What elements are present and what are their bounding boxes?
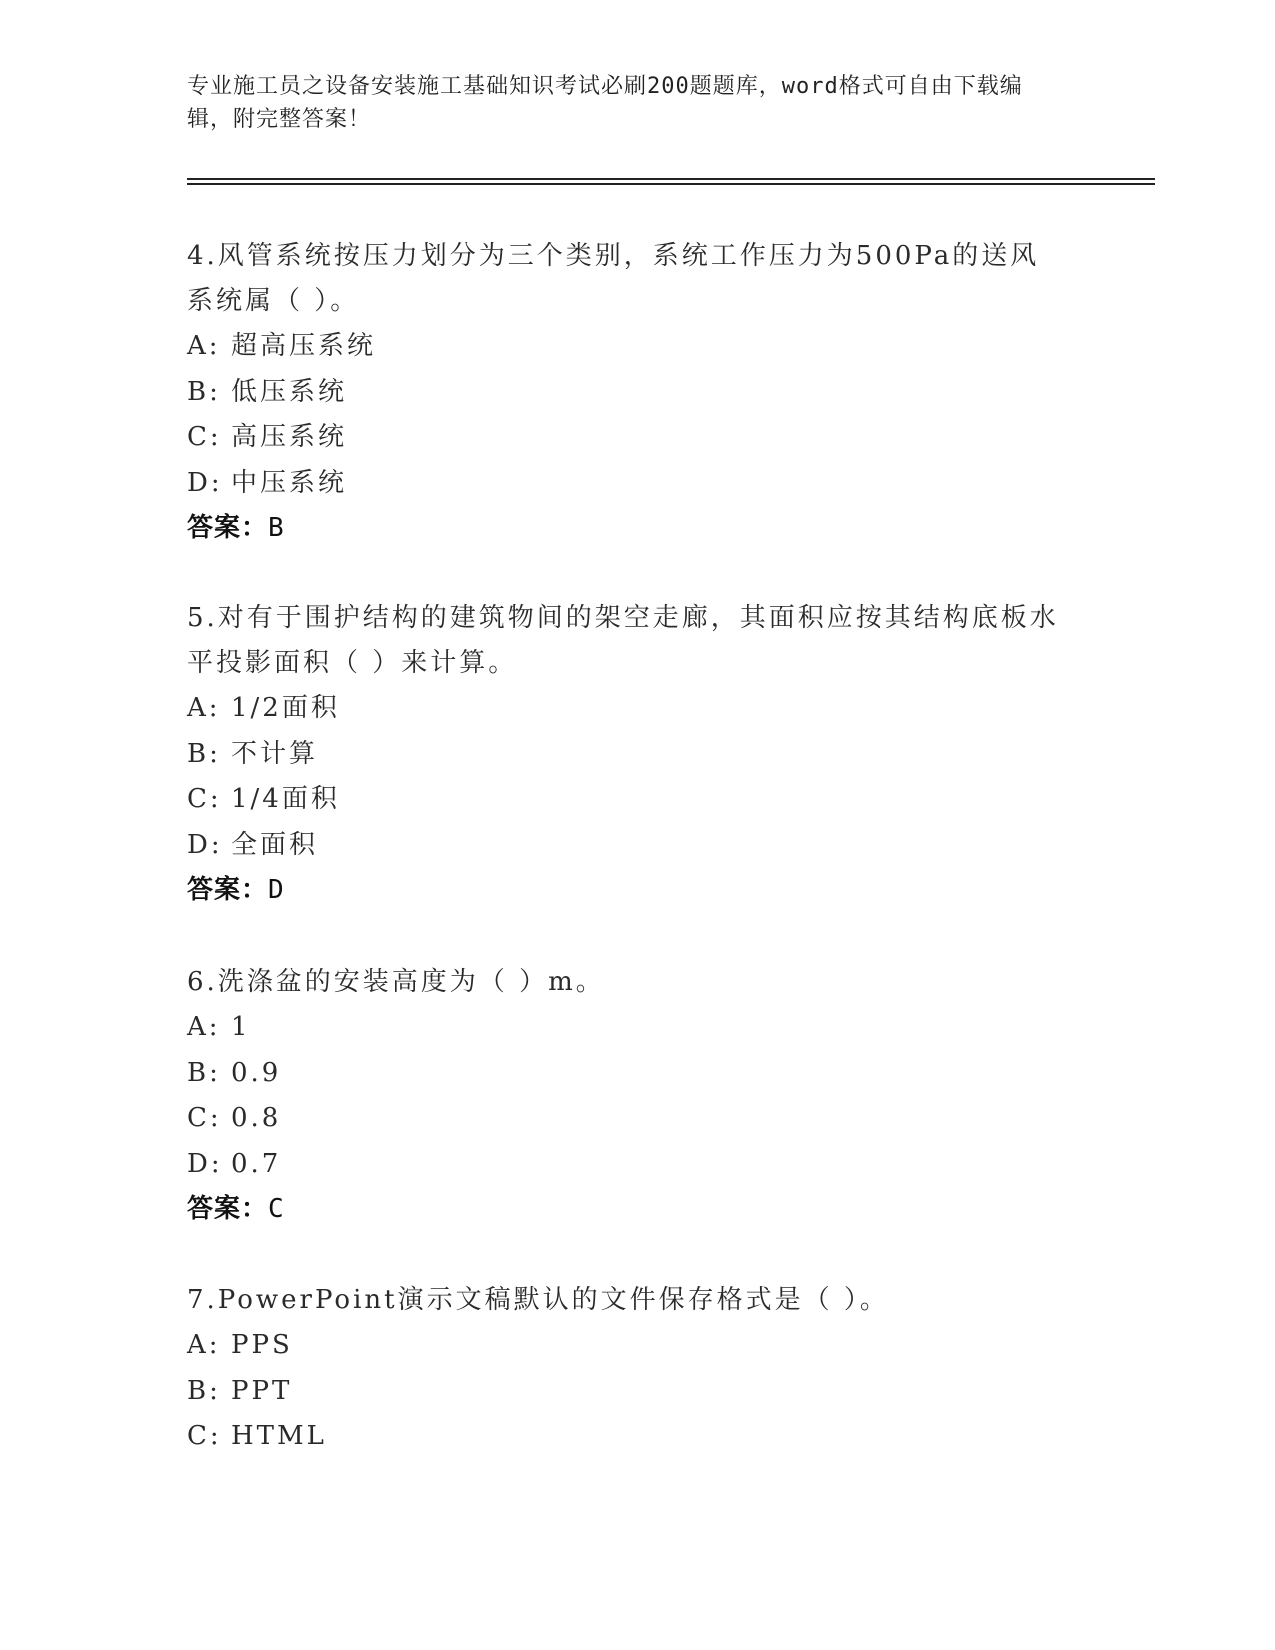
option-letter: B: (187, 1057, 221, 1088)
option-letter: C: (187, 422, 222, 452)
option-letter: A: (187, 693, 221, 723)
question-text: 5.对有于围护结构的建筑物间的架空走廊，其面积应按其结构底板水平投影面积（ ）来计算。 (187, 603, 1059, 678)
option-text: HTML (231, 1421, 327, 1451)
option-list (187, 686, 1067, 868)
option-letter: A: (187, 331, 221, 361)
option-letter: B: (187, 738, 221, 769)
option-letter: B: (187, 376, 221, 407)
option-text: PPS (231, 1330, 293, 1360)
question-text: 4.风管系统按压力划分为三个类别，系统工作压力为500Pa的送风系统属（ ）。 (187, 241, 1040, 316)
option-c (187, 1096, 1067, 1142)
option-text: 1/2面积 (231, 693, 340, 723)
option-text: 0.7 (231, 1148, 282, 1179)
option-d (187, 1142, 1067, 1188)
option-text: 1 (231, 1012, 251, 1042)
question-7 (187, 1278, 1067, 1460)
header-divider-bottom (187, 183, 1155, 185)
option-text: 0.8 (231, 1103, 282, 1133)
option-c (187, 1414, 1067, 1460)
option-letter: D: (187, 1148, 223, 1179)
document-title: 专业施工员之设备安装施工基础知识考试必刷200题题库，word格式可自由下载编辑，附完整答案！ (187, 74, 1023, 132)
answer-line (187, 506, 1067, 551)
option-d (187, 823, 1067, 869)
answer-label: 答案： (187, 513, 269, 543)
option-b (187, 1051, 1067, 1097)
option-letter: C: (187, 1421, 222, 1451)
answer-value: C (268, 1194, 285, 1224)
option-letter: C: (187, 1103, 222, 1133)
option-letter: A: (187, 1012, 221, 1042)
answer-value: D (268, 875, 285, 905)
option-letter: B: (187, 1375, 221, 1406)
question-text: 7.PowerPoint演示文稿默认的文件保存格式是（ ）。 (187, 1285, 889, 1315)
answer-label: 答案： (187, 1194, 269, 1224)
answer-line (187, 868, 1067, 913)
option-d (187, 461, 1067, 507)
option-list (187, 1005, 1067, 1187)
option-a (187, 324, 1067, 370)
question-4 (187, 234, 1067, 551)
option-text: 高压系统 (231, 422, 348, 452)
option-letter: C: (187, 784, 222, 814)
option-text: 不计算 (231, 738, 319, 769)
option-b (187, 1369, 1067, 1415)
answer-value: B (268, 513, 285, 543)
option-list (187, 1323, 1067, 1460)
option-c (187, 777, 1067, 823)
option-text: 低压系统 (231, 376, 348, 407)
question-6 (187, 960, 1067, 1232)
option-letter: D: (187, 829, 223, 860)
option-a (187, 1323, 1067, 1369)
option-text: 0.9 (231, 1057, 282, 1088)
answer-label: 答案： (187, 875, 269, 905)
option-list (187, 324, 1067, 506)
option-text: 全面积 (231, 829, 319, 860)
option-letter: D: (187, 467, 223, 498)
option-b (187, 370, 1067, 416)
option-a (187, 686, 1067, 732)
option-text: PPT (231, 1375, 293, 1406)
option-a (187, 1005, 1067, 1051)
option-text: 1/4面积 (231, 784, 340, 814)
answer-line (187, 1187, 1067, 1232)
header-divider-top (187, 178, 1155, 180)
option-text: 超高压系统 (231, 331, 377, 361)
question-5 (187, 596, 1067, 913)
option-c (187, 415, 1067, 461)
option-b (187, 732, 1067, 778)
question-text: 6.洗涤盆的安装高度为（ ）m。 (187, 967, 605, 997)
option-letter: A: (187, 1330, 221, 1360)
option-text: 中压系统 (231, 467, 348, 498)
